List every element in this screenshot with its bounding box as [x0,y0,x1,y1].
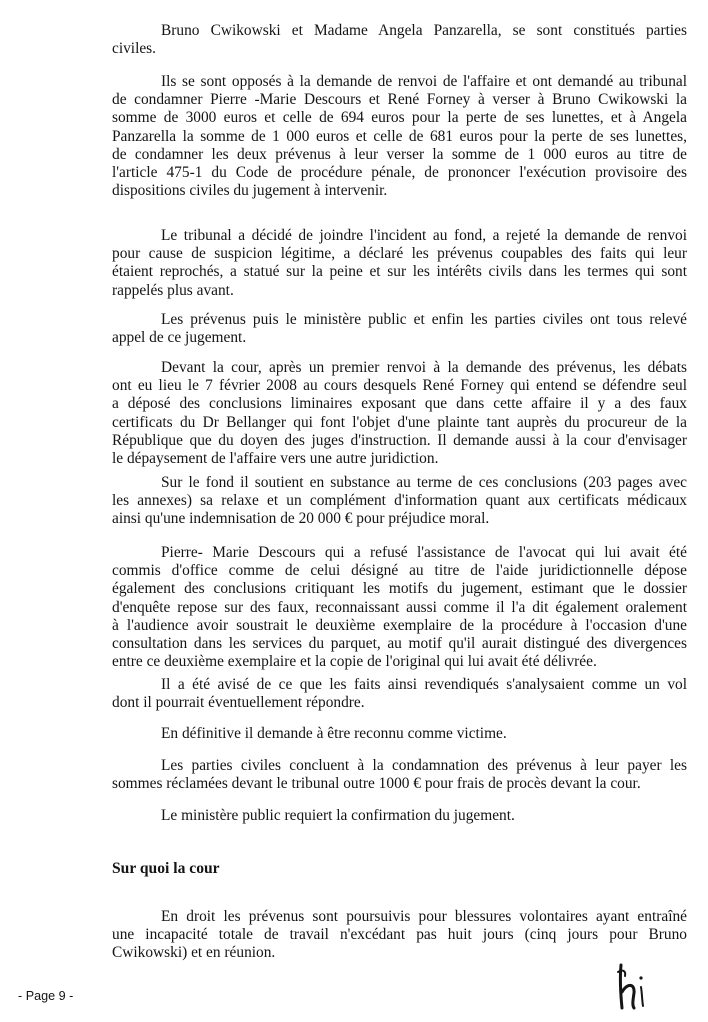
page-number: - Page 9 - [18,989,74,1003]
text-line: Les prévenus puis le ministère public et enfin les parties civiles ont tous relevé [161,311,687,328]
text-line: une incapacité totale de travail n'excédant pas huit jours (cinq jours pour Bruno [112,926,687,944]
paragraph-victime [112,725,687,743]
text-line: de condamner les deux prévenus à leur verser la somme de 1 000 euros au titre de [112,145,687,163]
paragraph-sur-le-fond [112,474,687,529]
text-line: entre ce deuxième exemplaire et la copie de l'original qui lui avait été délivrée. [112,653,597,671]
paragraph-parties-civiles-concluent [112,757,687,793]
text-line: Sur le fond il soutient en substance au terme de ces conclusions (203 pages avec [161,474,687,491]
text-line: a déposé des conclusions liminaires exposant que dans cette affaire il y a des faux [112,395,687,413]
text-line: Ils se sont opposés à la demande de renvoi de l'affaire et ont demandé au tribunal [161,73,687,90]
paragraph-devant-la-cour [112,359,687,468]
text-line: à l'audience avoir soustrait le deuxième exemplaire de la procédure à l'occasion d'une [112,616,687,634]
text-line: ainsi qu'une indemnisation de 20 000 € pour préjudice moral. [112,510,490,528]
text-line: Panzarella la somme de 1 000 euros et celle de 681 euros pour la perte de ses lunettes, [112,127,687,145]
text-line: Devant la cour, après un premier renvoi à la demande des prévenus, les débats [161,359,687,376]
text-line: pour cause de suspicion légitime, a déclaré les prévenus coupables des faits qui leur [112,245,687,263]
text-line: Les parties civiles concluent à la condamnation des prévenus à leur payer les [161,757,687,774]
text-line: dont il pourrait éventuellement répondre. [112,694,365,712]
text-line: Pierre- Marie Descours qui a refusé l'assistance de l'avocat qui lui avait été [161,544,687,561]
text-line: Le ministère public requiert la confirmation du jugement. [161,807,515,824]
paragraph-parties-civiles [112,22,687,58]
paragraph-appel [112,311,687,347]
text-line: le dépaysement de l'affaire vers une autre juridiction. [112,450,439,468]
text-line: somme de 3000 euros et celle de 694 euros pour la perte de ses lunettes, et à Angela [112,109,687,127]
text-line: Bruno Cwikowski et Madame Angela Panzarella, se sont constitués parties [161,22,687,39]
paragraph-descours [112,544,687,671]
text-line: civiles. [112,40,157,58]
text-line: commis d'office comme de celui désigné au titre de l'aide juridictionnelle dépose [112,562,687,580]
text-line: Cwikowski) et en réunion. [112,944,276,962]
text-line: République que du doyen des juges d'instruction. Il demande aussi à la cour d'envisager [112,431,687,449]
section-heading: Sur quoi la cour [112,860,220,877]
text-line: En droit les prévenus sont poursuivis pour blessures volontaires ayant entraîné [161,908,687,925]
text-line: étaient reprochés, a statué sur la peine et sur les intérêts civils dans les termes qui sont [112,263,687,281]
text-line: sommes réclamées devant le tribunal outre 1000 € pour frais de procès devant la cour. [112,775,641,793]
text-line: consultation dans les services du parquet, au motif qu'il aurait distingué des divergences [112,635,687,653]
text-line: rappelés plus avant. [112,281,234,299]
text-line: ont eu lieu le 7 février 2008 au cours desquels René Forney qui entend se défendre seul [112,377,687,395]
text-line: de condamner Pierre -Marie Descours et René Forney à verser à Bruno Cwikowski la [112,91,687,109]
handwritten-initials [612,962,652,1012]
paragraph-demandes [112,73,687,200]
paragraph-en-droit [112,908,687,963]
text-line: également des conclusions critiquant les motifs du jugement, estimant que le dossier [112,580,687,598]
text-line: Le tribunal a décidé de joindre l'incident au fond, a rejeté la demande de renvoi [161,227,687,244]
text-line: appel de ce jugement. [112,329,247,347]
text-line: certificats du Dr Bellanger qui font l'objet d'une plainte tant auprès du procureur de la [112,413,687,431]
text-line: En définitive il demande à être reconnu comme victime. [161,725,507,742]
paragraph-ministere-public [112,807,687,825]
text-line: Il a été avisé de ce que les faits ainsi revendiqués s'analysaient comme un vol [161,676,687,693]
paragraph-tribunal [112,227,687,300]
text-line: d'enquête repose sur des faux, reconnaissant aussi comme il l'a dit également oralement [112,598,687,616]
text-line: les annexes) sa relaxe et un complément d'information quant aux certificats médicaux [112,492,687,510]
paragraph-avise [112,676,687,712]
text-line: l'article 475-1 du Code de procédure pénale, de prononcer l'exécution provisoire des [112,164,687,182]
text-line: dispositions civiles du jugement à intervenir. [112,182,388,200]
